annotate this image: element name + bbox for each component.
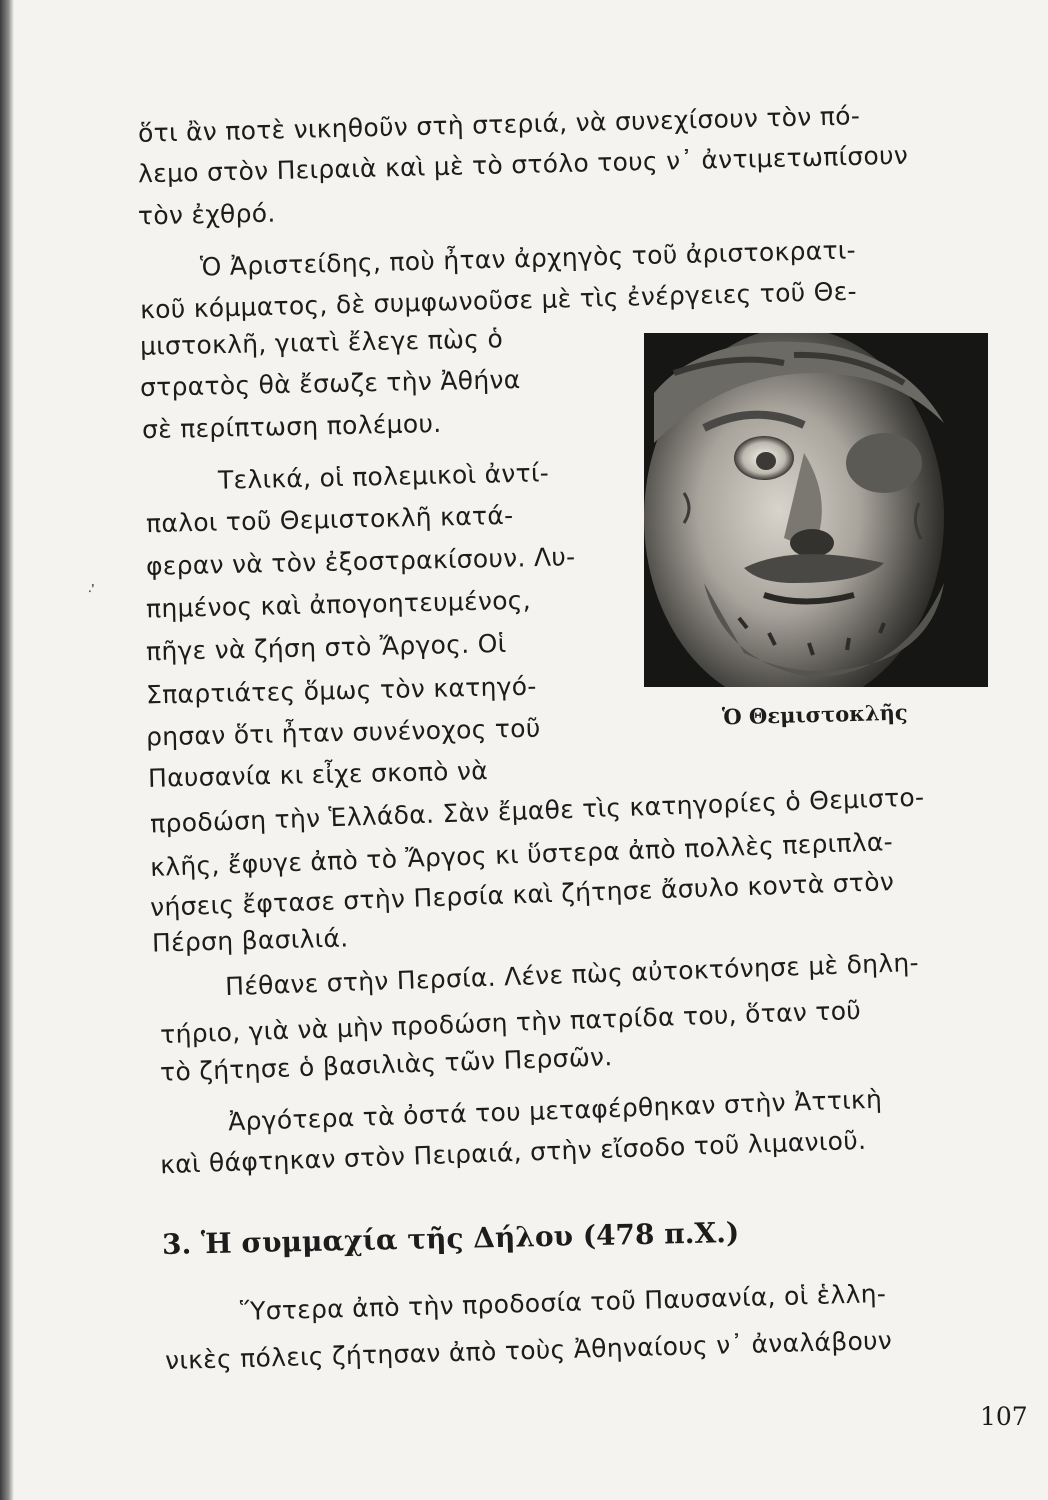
- text-line: μιστοκλῆ, γιατὶ ἔλεγε πὼς ὁ: [139, 324, 504, 361]
- text-line: Τελικά, οἱ πολεμικοὶ ἀντί-: [217, 458, 550, 495]
- figure-caption: Ὁ Θεμιστοκλῆς: [721, 699, 908, 730]
- text-line: ὅτι ἂν ποτὲ νικηθοῦν στὴ στεριά, νὰ συνεχίσουν τὸν πό-: [137, 101, 861, 148]
- text-line: τὸ ζήτησε ὁ βασιλιὰς τῶν Περσῶν.: [159, 1042, 614, 1087]
- text-line: σὲ περίπτωση πολέμου.: [141, 408, 442, 445]
- text-line: Παυσανία κι εἶχε σκοπὸ νὰ: [147, 756, 489, 793]
- text-line: πημένος καὶ ἀπογοητευμένος,: [145, 585, 532, 624]
- text-line: κοῦ κόμματος, δὲ συμφωνοῦσε μὲ τὶς ἐνέργειες τοῦ Θε-: [139, 276, 858, 325]
- text-line: ρησαν ὅτι ἦταν συνένοχος τοῦ: [145, 713, 541, 752]
- book-spine-shadow: [0, 0, 14, 1500]
- text-line: τήριο, γιὰ νὰ μὴν προδώση τὴν πατρίδα του, ὅταν τοῦ: [159, 995, 862, 1050]
- text-line: Ἀργότερα τὰ ὀστά του μεταφέρθηκαν στὴν Ἀττικὴ: [227, 1084, 883, 1137]
- text-line: νήσεις ἔφτασε στὴν Περσία καὶ ζήτησε ἄσυλο κοντὰ στὸν: [149, 867, 895, 922]
- text-line: λεμο στὸν Πειραιὰ καὶ μὲ τὸ στόλο τους ν᾽ ἀντιμετωπίσουν: [137, 140, 909, 189]
- text-line: Ὕστερα ἀπὸ τὴν προδοσία τοῦ Παυσανία, οἱ ἑλλη-: [239, 1278, 887, 1327]
- text-line: νικὲς πόλεις ζήτησαν ἀπὸ τοὺς Ἀθηναίους ν᾽ ἀναλάβουν: [164, 1325, 893, 1376]
- text-line: κλῆς, ἔφυγε ἀπὸ τὸ Ἄργος κι ὕστερα ἀπὸ πολλὲς περιπλα-: [149, 827, 894, 882]
- text-line: Σπαρτιάτες ὅμως τὸν κατηγό-: [145, 671, 537, 710]
- text-line: πῆγε νὰ ζήση στὸ Ἄργος. Οἱ: [145, 628, 507, 667]
- section-heading: 3. Ἡ συμμαχία τῆς Δήλου (478 π.Χ.): [161, 1215, 740, 1262]
- text-line: φεραν νὰ τὸν ἐξοστρακίσουν. Λυ-: [145, 542, 576, 581]
- text-line: παλοι τοῦ Θεμιστοκλῆ κατά-: [145, 500, 514, 539]
- page-number: 107: [980, 1402, 1028, 1431]
- text-line: Πέρση βασιλιά.: [151, 923, 349, 958]
- text-line: τὸν ἐχθρό.: [137, 198, 276, 231]
- text-line: καὶ θάφτηκαν στὸν Πειραιά, στὴν εἴσοδο τοῦ λιμανιοῦ.: [159, 1125, 867, 1180]
- text-line: Πέθανε στὴν Περσία. Λένε πὼς αὐτοκτόνησε μὲ δηλη-: [224, 947, 920, 1002]
- margin-mark: ⸱ ̓: [88, 584, 97, 600]
- text-line: στρατὸς θὰ ἔσωζε τὴν Ἀθήνα: [139, 365, 521, 402]
- text-line: Ὁ Ἀριστείδης, ποὺ ἦταν ἀρχηγὸς τοῦ ἀριστοκρατι-: [199, 235, 857, 282]
- text-line: προδώση τὴν Ἑλλάδα. Σὰν ἔμαθε τὶς κατηγορίες ὁ Θεμιστο-: [149, 782, 925, 839]
- themistocles-bust-photo: [644, 333, 988, 687]
